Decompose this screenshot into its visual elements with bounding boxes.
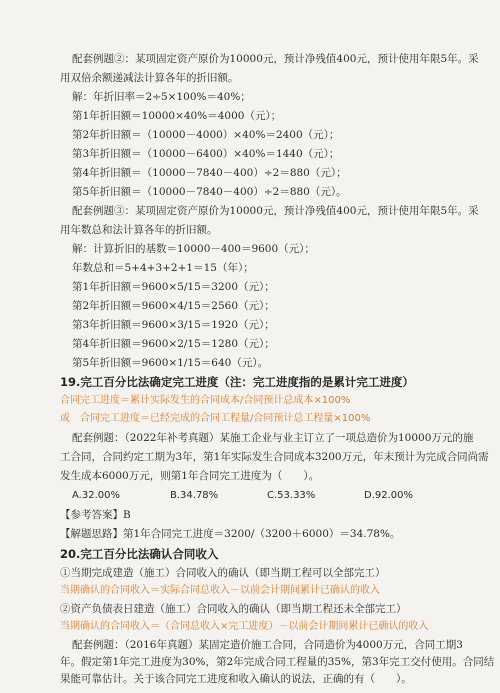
example2-year2: 第2年折旧额＝（10000－4000）×40%＝2400（元）； <box>72 129 340 141</box>
example2-year5: 第5年折旧额＝（10000－7840－400）÷2＝880（元）。 <box>72 186 347 198</box>
section19-heading: 19.完工百分比法确定完工进度（注：完工进度指的是累计完工进度） <box>60 375 414 389</box>
example2-solution-rate: 解：年折旧率＝2÷5×100%＝40%； <box>72 91 251 103</box>
section19-option-c: C.53.33% <box>267 490 316 501</box>
section19-options <box>72 489 452 503</box>
section19-formula1: 合同完工进度＝累计实际发生的合同成本/合同预计总成本×100% <box>60 395 351 406</box>
example3-intro-line2: 用年数总和法计算各年的折旧额。 <box>60 224 218 236</box>
section19-question-line1: 配套例题：（2022年补考真题）某施工企业与业主订立了一项总造价为10000万元的施 <box>72 432 474 444</box>
example2-year1: 第1年折旧额＝10000×40%＝4000（元）； <box>72 110 282 122</box>
section19-question-line3: 发生成本6000万元，则第1年合同完工进度为（ ）。 <box>60 470 320 482</box>
section19-option-b: B.34.78% <box>170 490 219 501</box>
section20-question-line1: 配套例题：（2016年真题）某固定造价施工合同，合同造价为4000万元，合同工期3 <box>72 639 463 651</box>
section20-heading: 20.完工百分比法确认合同收入 <box>60 547 219 561</box>
section20-item1: ①当期完成建造（施工）合同收入的确认（即当期工程可以全部完工） <box>60 567 386 579</box>
example3-year2: 第2年折旧额＝9600×4/15＝2560（元）； <box>72 300 275 312</box>
example2-intro-line1: 配套例题②：某项固定资产原价为10000元，预计净残值400元，预计使用年限5年。采 <box>72 53 479 65</box>
section20-item2: ②资产负债表日建造（施工）合同收入的确认（即当期工程还未全部完工） <box>60 603 407 615</box>
section19-option-a: A.32.00% <box>72 490 120 501</box>
section19-answer: 【参考答案】B <box>60 509 131 521</box>
section19-option-d: D.92.00% <box>364 490 414 501</box>
section20-question-line2: 年。假定第1年完工进度为30%，第2年完成合同工程量的35%，第3年完工交付使用。合同结 <box>60 656 495 668</box>
example3-intro-line1: 配套例题③：某项固定资产原价为10000元，预计净残值400元，预计使用年限5年。采 <box>72 205 479 217</box>
section20-formula1: 当期确认的合同收入＝实际合同总收入－以前会计期间累计已确认的收入 <box>60 585 380 596</box>
example3-year3: 第3年折旧额＝9600×3/15＝1920（元）； <box>72 319 275 331</box>
example2-year4: 第4年折旧额＝（10000－7840－400）÷2＝880（元）； <box>72 167 347 179</box>
example3-solution-base: 解：计算折旧的基数＝10000－400＝9600（元）； <box>72 243 315 255</box>
section19-formula2: 或 合同完工进度＝已经完成的合同工程量/合同预计总工程量×100% <box>60 413 371 424</box>
example3-year4: 第4年折旧额＝9600×2/15＝1280（元）； <box>72 338 275 350</box>
example3-year5: 第5年折旧额＝9600×1/15＝640（元）。 <box>72 357 269 369</box>
section20-question-line3: 果能可靠估计。关于该合同完工进度和收入确认的说法，正确的有（ ）。 <box>60 673 412 685</box>
section20-formula2: 当期确认的合同收入＝（合同总收入×完工进度）－以前会计期间累计已确认的收入 <box>60 621 429 632</box>
example2-intro-line2: 用双倍余额递减法计算各年的折旧额。 <box>60 72 239 84</box>
example3-year1: 第1年折旧额＝9600×5/15＝3200（元）； <box>72 281 275 293</box>
example2-year3: 第3年折旧额＝（10000－6400）×40%＝1440（元）； <box>72 148 340 160</box>
example3-year-sum: 年数总和＝5+4+3+2+1＝15（年）； <box>72 262 254 274</box>
section19-reasoning: 【解题思路】第1年合同完工进度＝3200/（3200＋6000）＝34.78%。 <box>60 528 401 540</box>
section19-question-line2: 工合同，合同约定工期为3年，第1年实际发生合同成本3200万元，年末预计为完成合同尚需 <box>60 451 489 463</box>
